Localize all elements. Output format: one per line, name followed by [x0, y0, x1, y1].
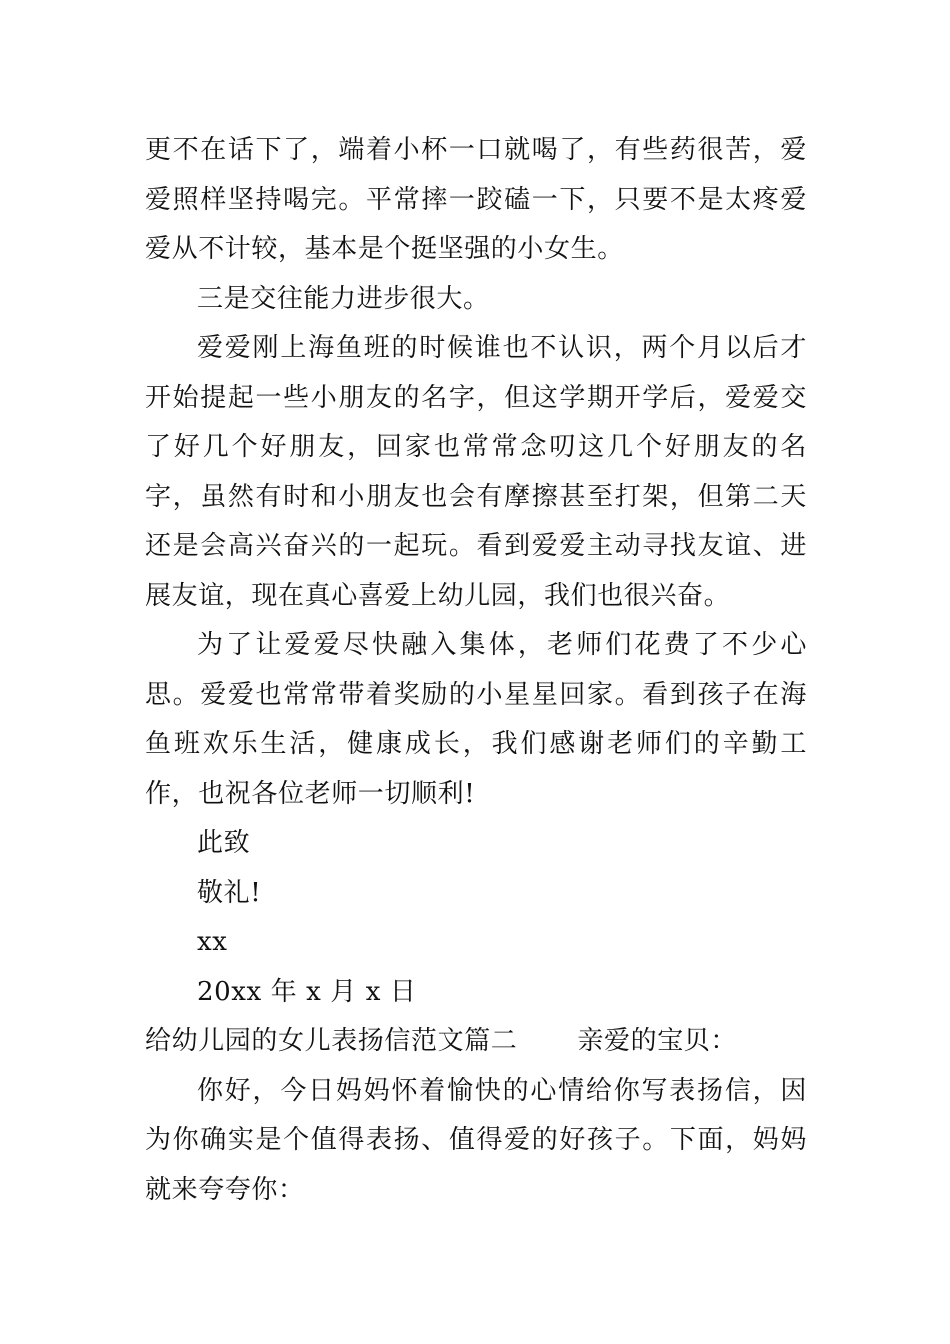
section-salutation: 亲爱的宝贝：: [577, 1026, 738, 1056]
paragraph-friends: 爱爱刚上海鱼班的时候谁也不认识，两个月以后才开始提起一些小朋友的名字，但这学期开学后，爱爱交了好几个好朋友，回家也常常念叨这几个好朋友的名字，虽然有时和小朋友也会有摩擦甚至打架，但第二天还是会高兴奋兴的一起玩。看到爱爱主动寻找友谊、进展友谊，现在真心喜爱上幼儿园，我们也很兴奋。: [145, 333, 807, 611]
signature-date: 20xx 年 x 月 x 日: [197, 976, 417, 1007]
signature-name: xx: [197, 927, 228, 957]
section-heading-line: [145, 1017, 807, 1067]
paragraph-greeting: 你好，今日妈妈怀着愉快的心情给你写表扬信，因为你确实是个值得表扬、值得爱的好孩子。下面，妈妈就来夸夸你：: [145, 1075, 807, 1205]
closing-cizhi: 此致: [197, 828, 251, 858]
closing-jingli: 敬礼!: [197, 877, 262, 908]
document-body: [145, 126, 807, 1215]
paragraph-thanks: 为了让爱爱尽快融入集体，老师们花费了不少心思。爱爱也常常带着奖励的小星星回家。看到孩子在海鱼班欢乐生活，健康成长，我们感谢老师们的辛勤工作，也祝各位老师一切顺利!: [145, 630, 807, 809]
paragraph-continuation: 更不在话下了，端着小杯一口就喝了，有些药很苦，爱爱照样坚持喝完。平常摔一跤磕一下，只要不是太疼爱爱从不计较，基本是个挺坚强的小女生。: [145, 135, 807, 264]
paragraph-point-three: 三是交往能力进步很大。: [197, 283, 490, 314]
section-title: 给幼儿园的女儿表扬信范文篇二: [145, 1026, 518, 1056]
